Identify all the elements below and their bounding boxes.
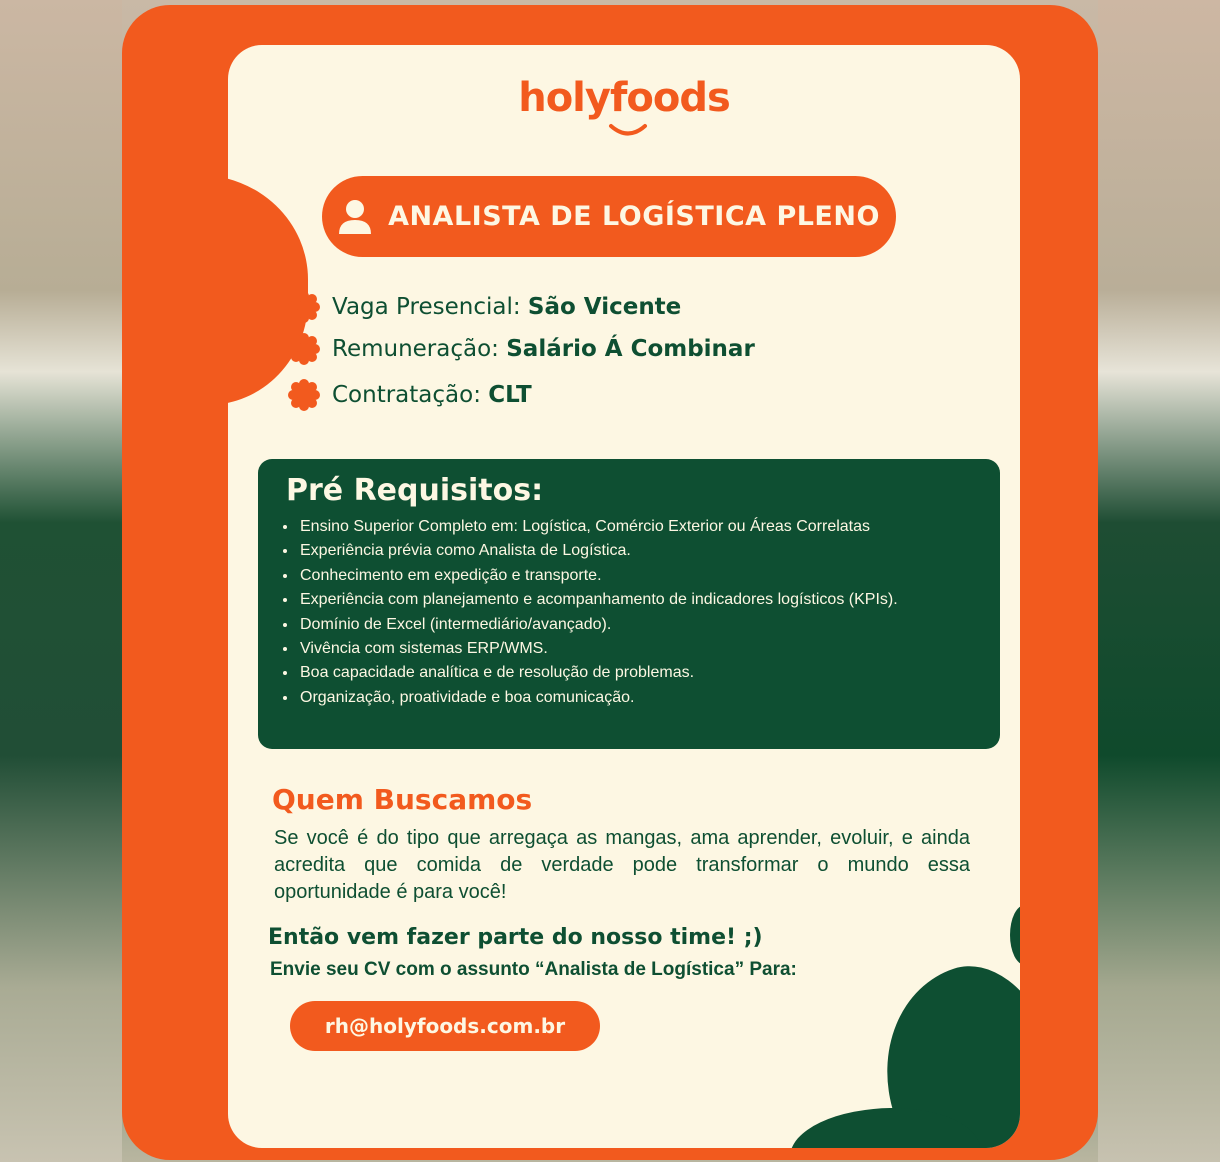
info-contract (288, 379, 532, 411)
info-location (288, 291, 681, 323)
list-item: • Ensino Superior Completo em: Logística, Comércio Exterior ou Áreas Correlatas (298, 515, 898, 539)
person-icon (338, 199, 372, 235)
list-item: • Conhecimento em expedição e transporte. (298, 564, 898, 588)
list-item: • Experiência com planejamento e acompanhamento de indicadores logísticos (KPIs). (298, 588, 898, 612)
list-item: • Boa capacidade analítica e de resolução de problemas. (298, 661, 898, 685)
requirements-box (258, 459, 1000, 749)
info-value: CLT (488, 382, 532, 408)
background-blur-left (0, 0, 122, 1162)
brand-logo: holyfoods (518, 75, 730, 121)
about-title: Quem Buscamos (272, 783, 533, 816)
job-title-banner (322, 176, 896, 257)
info-value: Salário Á Combinar (506, 336, 755, 362)
info-label: Remuneração: (332, 336, 507, 362)
flyer-frame (122, 5, 1098, 1160)
flyer-card (228, 45, 1020, 1148)
requirements-title: Pré Requisitos: (286, 473, 544, 508)
email-link[interactable]: rh@holyfoods.com.br (290, 1001, 600, 1051)
list-item: • Experiência prévia como Analista de Logística. (298, 539, 898, 563)
cta-headline: Então vem fazer parte do nosso time! ;) (268, 925, 763, 950)
background-blur-right (1098, 0, 1220, 1162)
decorative-leaf (1010, 905, 1020, 965)
info-label: Contratação: (332, 382, 489, 408)
flower-bullet-icon (288, 379, 320, 411)
job-title: ANALISTA DE LOGÍSTICA PLENO (388, 201, 880, 232)
list-item: • Domínio de Excel (intermediário/avançado). (298, 613, 898, 637)
requirements-list (278, 515, 898, 710)
about-text: Se você é do tipo que arregaça as mangas, ama aprender, evoluir, e ainda acredita que comida de verdade pode transformar o mundo essa oportunidade é para você! (274, 827, 970, 903)
list-item: • Organização, proatividade e boa comunicação. (298, 686, 898, 710)
info-label: Vaga Presencial: (332, 294, 528, 320)
cta-instruction: Envie seu CV com o assunto “Analista de Logística” Para: (270, 959, 797, 980)
flower-bullet-icon (288, 333, 320, 365)
flower-bullet-icon (288, 291, 320, 323)
list-item: • Vivência com sistemas ERP/WMS. (298, 637, 898, 661)
info-salary (288, 333, 755, 365)
decorative-bite-shape (228, 175, 308, 405)
info-value: São Vicente (527, 294, 682, 320)
logo-smile-icon (608, 123, 648, 137)
